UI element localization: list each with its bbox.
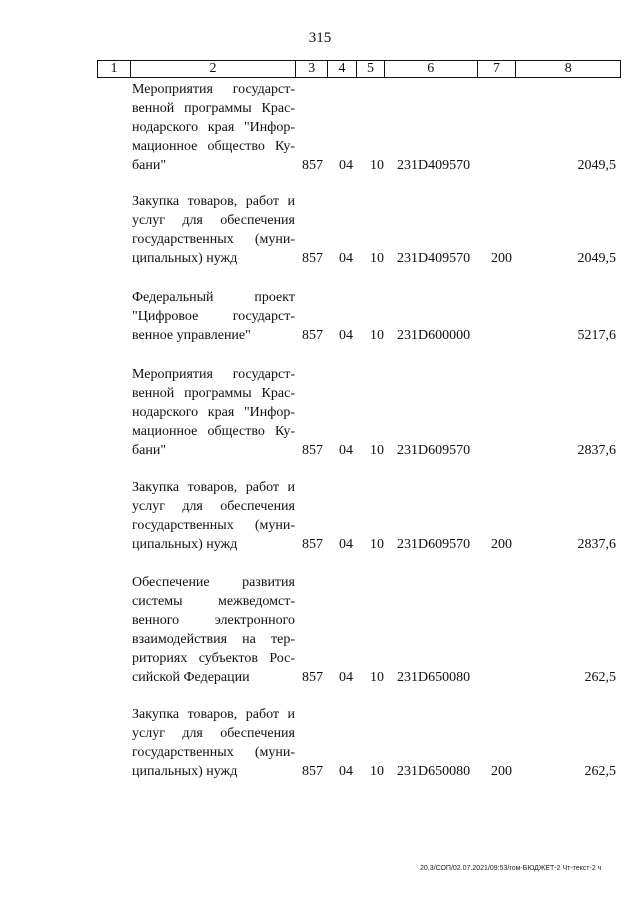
row-name-line: Закупка товаров, работ и	[132, 707, 295, 722]
cell-c4: 04	[339, 537, 353, 552]
cell-c6: 231D609570	[397, 537, 471, 552]
column-header-2: 2	[131, 61, 296, 77]
column-header-1: 1	[98, 61, 131, 77]
row-name-line: государственных (муни-	[132, 518, 295, 533]
cell-c3: 857	[302, 251, 323, 266]
row-name	[132, 288, 295, 345]
row-name-line: услуг для обеспечения	[132, 213, 295, 228]
page-number: 315	[308, 30, 332, 46]
row-name-line: ципальных) нужд	[132, 537, 238, 552]
cell-c8: 262,5	[584, 764, 616, 779]
row-name-line: Закупка товаров, работ и	[132, 480, 295, 495]
row-name-line: Обеспечение развития	[132, 575, 295, 590]
cell-c8: 2837,6	[577, 537, 616, 552]
row-name-line: венное управление"	[132, 328, 251, 343]
row-name-line: венного электронного	[132, 613, 295, 628]
table-row	[0, 288, 640, 345]
table-header-row	[97, 60, 621, 78]
cell-c4: 04	[339, 670, 353, 685]
cell-c4: 04	[339, 328, 353, 343]
cell-c5: 10	[370, 251, 384, 266]
row-name-line: ципальных) нужд	[132, 251, 238, 266]
row-name-line: "Цифровое государст-	[132, 309, 295, 324]
row-name	[132, 192, 295, 268]
column-header-4: 4	[328, 61, 357, 77]
cell-c3: 857	[302, 158, 323, 173]
column-header-5: 5	[357, 61, 385, 77]
cell-c6: 231D600000	[397, 328, 471, 343]
cell-c4: 04	[339, 158, 353, 173]
table-row	[0, 705, 640, 781]
row-name-line: Федеральный проект	[132, 290, 295, 305]
cell-c4: 04	[339, 764, 353, 779]
cell-c5: 10	[370, 443, 384, 458]
row-name-line: взаимодействия на тер-	[132, 632, 295, 647]
row-name-line: Закупка товаров, работ и	[132, 194, 295, 209]
row-name-line: ципальных) нужд	[132, 764, 238, 779]
column-header-7: 7	[478, 61, 517, 77]
row-name	[132, 705, 295, 781]
cell-c5: 10	[370, 328, 384, 343]
table-row	[0, 192, 640, 268]
row-name	[132, 478, 295, 554]
cell-c7: 200	[491, 537, 512, 552]
row-name-line: Мероприятия государст-	[132, 367, 295, 382]
table-row	[0, 80, 640, 175]
row-name-line: сийской Федерации	[132, 670, 250, 685]
cell-c7: 200	[491, 764, 512, 779]
cell-c3: 857	[302, 670, 323, 685]
footer-note: 20.3/СОП/02.07.2021/09:53/гом-БЮДЖЕТ-2 Чт-текст-2 ч	[420, 865, 602, 872]
row-name-line: услуг для обеспечения	[132, 499, 295, 514]
row-name	[132, 573, 295, 687]
cell-c4: 04	[339, 251, 353, 266]
row-name-line: системы межведомст-	[132, 594, 295, 609]
cell-c6: 231D650080	[397, 764, 471, 779]
row-name	[132, 80, 295, 175]
cell-c3: 857	[302, 443, 323, 458]
cell-c8: 2837,6	[577, 443, 616, 458]
cell-c8: 2049,5	[577, 158, 616, 173]
row-name-line: нодарского края "Инфор-	[132, 120, 295, 135]
row-name-line: бани"	[132, 158, 167, 173]
column-header-8: 8	[564, 61, 572, 76]
column-header-6: 6	[385, 61, 478, 77]
table-row	[0, 365, 640, 460]
row-name-line: венной программы Крас-	[132, 101, 295, 116]
row-name-line: риториях субъектов Рос-	[132, 651, 295, 666]
cell-c5: 10	[370, 537, 384, 552]
cell-c3: 857	[302, 764, 323, 779]
row-name-line: Мероприятия государст-	[132, 82, 295, 97]
cell-c6: 231D650080	[397, 670, 471, 685]
row-name-line: государственных (муни-	[132, 745, 295, 760]
row-name	[132, 365, 295, 460]
cell-c3: 857	[302, 537, 323, 552]
cell-c5: 10	[370, 670, 384, 685]
row-name-line: мационное общество Ку-	[132, 424, 295, 439]
column-header-3: 3	[296, 61, 328, 77]
cell-c5: 10	[370, 158, 384, 173]
cell-c6: 231D409570	[397, 158, 471, 173]
cell-c6: 231D409570	[397, 251, 471, 266]
cell-c5: 10	[370, 764, 384, 779]
table-row	[0, 573, 640, 687]
cell-c7: 200	[491, 251, 512, 266]
cell-c3: 857	[302, 328, 323, 343]
row-name-line: нодарского края "Инфор-	[132, 405, 295, 420]
table-row	[0, 478, 640, 554]
row-name-line: услуг для обеспечения	[132, 726, 295, 741]
cell-c8: 2049,5	[577, 251, 616, 266]
row-name-line: мационное общество Ку-	[132, 139, 295, 154]
cell-c8: 262,5	[584, 670, 616, 685]
row-name-line: государственных (муни-	[132, 232, 295, 247]
row-name-line: бани"	[132, 443, 167, 458]
cell-c8: 5217,6	[577, 328, 616, 343]
cell-c6: 231D609570	[397, 443, 471, 458]
row-name-line: венной программы Крас-	[132, 386, 295, 401]
cell-c4: 04	[339, 443, 353, 458]
